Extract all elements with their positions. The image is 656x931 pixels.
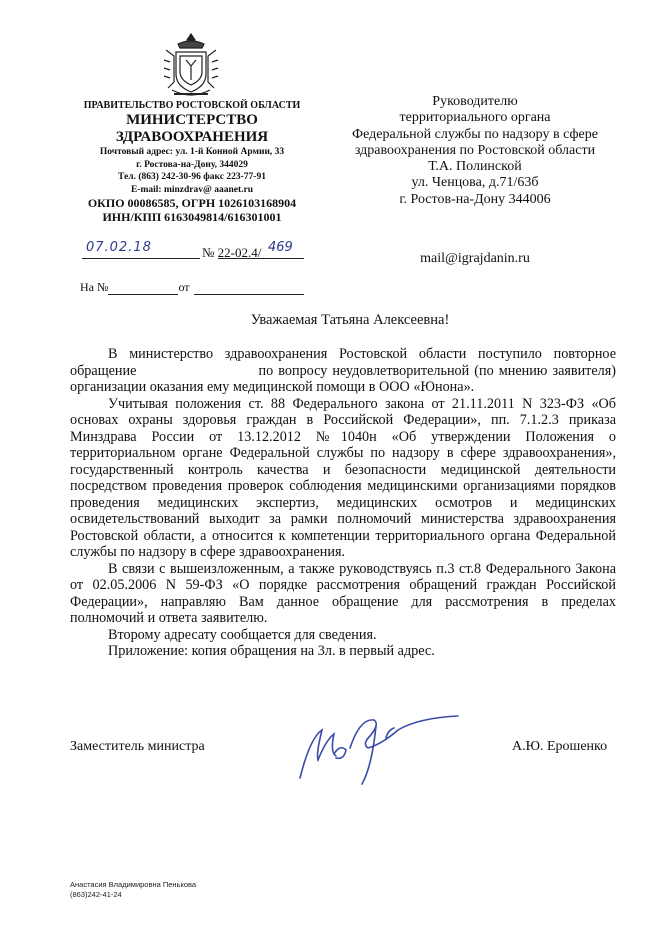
body-paragraph: Второму адресату сообщается для сведения. bbox=[108, 626, 377, 643]
ministry-name-line1: МИНИСТЕРСТВО bbox=[126, 112, 258, 128]
signatory-name: А.Ю. Ерошенко bbox=[512, 739, 608, 754]
number-printed: 22-02.4/ bbox=[217, 245, 262, 260]
reference-line bbox=[80, 280, 304, 295]
ref-ot-label: от bbox=[178, 280, 190, 294]
okpo-ogrn: ОКПО 00086585, ОГРН 1026103168904 bbox=[87, 196, 297, 210]
handwritten-date: 07.02.18 bbox=[86, 240, 152, 255]
recipient-line: ул. Ченцова, д.71/63б bbox=[411, 175, 539, 191]
signatory-title: Заместитель министра bbox=[70, 739, 205, 754]
date-underline bbox=[82, 258, 200, 259]
ref-date-blank bbox=[194, 294, 304, 295]
recipient-line: территориального органа bbox=[399, 110, 551, 126]
sender-email: E-mail: minzdrav@ aaanet.ru bbox=[130, 184, 254, 195]
body-p1-part2: по вопросу неудовлетворительной (по мнению заявителя) организации оказания ему медицинской помощи в ООО «Юнона». bbox=[70, 362, 617, 395]
postal-address-line2: г. Ростова-на-Дону, 344029 bbox=[136, 159, 248, 170]
greeting: Уважаемая Татьяна Алексеевна! bbox=[250, 312, 450, 328]
sender-block bbox=[60, 99, 324, 224]
handwritten-signature-icon bbox=[290, 708, 470, 788]
body-paragraph bbox=[70, 346, 616, 396]
phone-fax: Тел. (863) 242-30-96 факс 223-77-91 bbox=[118, 172, 266, 182]
executor-name: Анастасия Владимировна Пенькова bbox=[70, 880, 197, 889]
ref-na-label: На № bbox=[80, 280, 109, 294]
body-paragraph: В связи с вышеизложенным, а также руководствуясь п.3 ст.8 Федерального Закона от 02.05.2006 N 59-ФЗ «О порядке рассмотрения обращений граждан Российской Федерации», направляю Вам данное обращение для рассмотрения в пределах полномочий и ответа заявителю. bbox=[70, 560, 616, 626]
recipient-line: г. Ростов-на-Дону 344006 bbox=[399, 191, 551, 207]
letter-body bbox=[70, 346, 616, 660]
number-sign: № bbox=[202, 245, 215, 260]
recipient-line: Федеральной службы по надзору в сфере bbox=[352, 126, 598, 142]
recipient-line: здравоохранения по Ростовской области bbox=[354, 142, 596, 158]
recipient-email: mail@igrajdanin.ru bbox=[420, 251, 530, 267]
recipient-line: Руководителю bbox=[432, 94, 518, 109]
executor-phone: (863)242-41-24 bbox=[70, 890, 122, 899]
inn-kpp: ИНН/КПП 6163049814/616301001 bbox=[102, 210, 282, 224]
recipient-line: Т.А. Полинской bbox=[428, 159, 522, 175]
ministry-name-line2: ЗДРАВООХРАНЕНИЯ bbox=[115, 129, 269, 145]
number-underline bbox=[218, 258, 304, 259]
handwritten-number: 469 bbox=[268, 240, 293, 255]
coat-of-arms-icon bbox=[160, 30, 222, 102]
postal-address-line1: Почтовый адрес: ул. 1-й Конной Армии, 33 bbox=[99, 147, 285, 157]
government-name: ПРАВИТЕЛЬСТВО РОСТОВСКОЙ ОБЛАСТИ bbox=[83, 100, 301, 111]
body-paragraph: Приложение: копия обращения на 3л. в первый адрес. bbox=[108, 643, 435, 659]
ref-number-blank bbox=[108, 294, 178, 295]
recipient-block bbox=[330, 94, 620, 267]
body-paragraph: Учитывая положения ст. 88 Федерального закона от 21.11.2011 N 323-ФЗ «Об основах охраны здоровья граждан в Российской Федерации», пп. 7.1.2.3 приказа Минздрава России от 13.12.2012 №1040н «Об утверждении Положения о территориальном органе Федеральной службы по надзору в сфере здравоохранения», государственный контроль качества и безопасности медицинской деятельности посредством проведения проверок соблюдения медицинскими организациями порядков проведения медицинских экспертиз, медицинских осмотров и медицинских освидетельствований выходит за рамки полномочий министерства здравоохранения Ростовской области, а относится к компетенции территориального органа Федеральной службы по надзору в сфере здравоохранения. bbox=[70, 395, 616, 560]
executor-block bbox=[70, 880, 196, 900]
body-p1-part1: В министерство здравоохранения Ростовской области поступило повторное обращение bbox=[70, 346, 616, 379]
